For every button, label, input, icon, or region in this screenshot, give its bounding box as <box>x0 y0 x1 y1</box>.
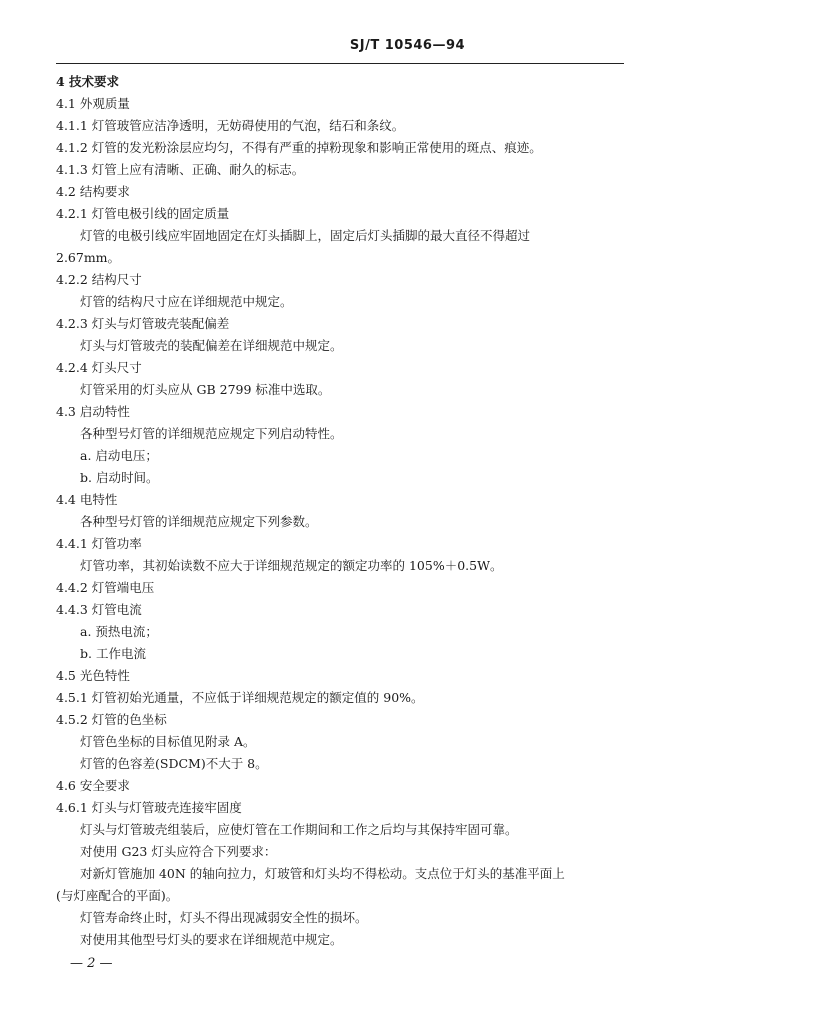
clause-4-3: 4.3 启动特性 <box>56 404 130 419</box>
paragraph-4-2-1-cont: 2.67mm。 <box>56 250 121 265</box>
list-item-4-4-3-a: a. 预热电流； <box>80 624 158 639</box>
clause-4-4: 4.4 电特性 <box>56 492 118 507</box>
document-number-header: SJ/T 10546—94 <box>349 38 466 53</box>
clause-4-2-2: 4.2.2 结构尺寸 <box>56 272 142 287</box>
clause-4-6: 4.6 安全要求 <box>56 778 130 793</box>
paragraph-4-6-1-c-cont: (与灯座配合的平面)。 <box>56 888 179 903</box>
paragraph-4-2-2: 灯管的结构尺寸应在详细规范中规定。 <box>80 294 293 309</box>
paragraph-4-5-2-a: 灯管色坐标的目标值见附录 A。 <box>80 734 256 749</box>
clause-4-4-2: 4.4.2 灯管端电压 <box>56 580 155 595</box>
clause-4-6-1: 4.6.1 灯头与灯管玻壳连接牢固度 <box>56 800 242 815</box>
clause-4-1-1: 4.1.1 灯管玻管应洁净透明，无妨碍使用的气泡，结石和条纹。 <box>56 118 405 133</box>
paragraph-4-4-1: 灯管功率，其初始读数不应大于详细规范规定的额定功率的 105%＋0.5W。 <box>80 558 503 573</box>
paragraph-4-2-4: 灯管采用的灯头应从 GB 2799 标准中选取。 <box>80 382 331 397</box>
clause-4-4-3: 4.4.3 灯管电流 <box>56 602 142 617</box>
paragraph-4-6-1-b: 对使用 G23 灯头应符合下列要求： <box>80 844 277 859</box>
clause-4-5-2: 4.5.2 灯管的色坐标 <box>56 712 167 727</box>
paragraph-4-2-1: 灯管的电极引线应牢固地固定在灯头插脚上，固定后灯头插脚的最大直径不得超过 <box>80 228 531 243</box>
clause-4-5-1: 4.5.1 灯管初始光通量，不应低于详细规范规定的额定值的 90%。 <box>56 690 424 705</box>
list-item-4-3-b: b. 启动时间。 <box>80 470 159 485</box>
paragraph-4-6-1-a: 灯头与灯管玻壳组装后，应使灯管在工作期间和工作之后均与其保持牢固可靠。 <box>80 822 518 837</box>
paragraph-4-6-1-e: 对使用其他型号灯头的要求在详细规范中规定。 <box>80 932 343 947</box>
list-item-4-3-a: a. 启动电压； <box>80 448 158 463</box>
clause-4-2-4: 4.2.4 灯头尺寸 <box>56 360 142 375</box>
paragraph-4-2-3: 灯头与灯管玻壳的装配偏差在详细规范中规定。 <box>80 338 343 353</box>
clause-4-1-3: 4.1.3 灯管上应有清晰、正确、耐久的标志。 <box>56 162 305 177</box>
paragraph-4-3: 各种型号灯管的详细规范应规定下列启动特性。 <box>80 426 343 441</box>
paragraph-4-6-1-c: 对新灯管施加 40N 的轴向拉力，灯玻管和灯头均不得松动。支点位于灯头的基准平面上 <box>80 866 565 881</box>
clause-4-1: 4.1 外观质量 <box>56 96 130 111</box>
clause-4-2: 4.2 结构要求 <box>56 184 130 199</box>
clause-4-2-3: 4.2.3 灯头与灯管玻壳装配偏差 <box>56 316 230 331</box>
clause-4-4-1: 4.4.1 灯管功率 <box>56 536 142 551</box>
clause-4-5: 4.5 光色特性 <box>56 668 130 683</box>
page-number: — 2 — <box>70 956 113 971</box>
list-item-4-4-3-b: b. 工作电流 <box>80 646 146 661</box>
paragraph-4-4: 各种型号灯管的详细规范应规定下列参数。 <box>80 514 318 529</box>
paragraph-4-6-1-d: 灯管寿命终止时，灯头不得出现减弱安全性的损坏。 <box>80 910 368 925</box>
section-4-heading: 4 技术要求 <box>56 74 120 89</box>
clause-4-1-2: 4.1.2 灯管的发光粉涂层应均匀，不得有严重的掉粉现象和影响正常使用的斑点、痕迹。 <box>56 140 542 155</box>
paragraph-4-5-2-b: 灯管的色容差(SDCM)不大于 8。 <box>80 756 268 771</box>
clause-4-2-1: 4.2.1 灯管电极引线的固定质量 <box>56 206 230 221</box>
header-rule <box>56 63 624 64</box>
